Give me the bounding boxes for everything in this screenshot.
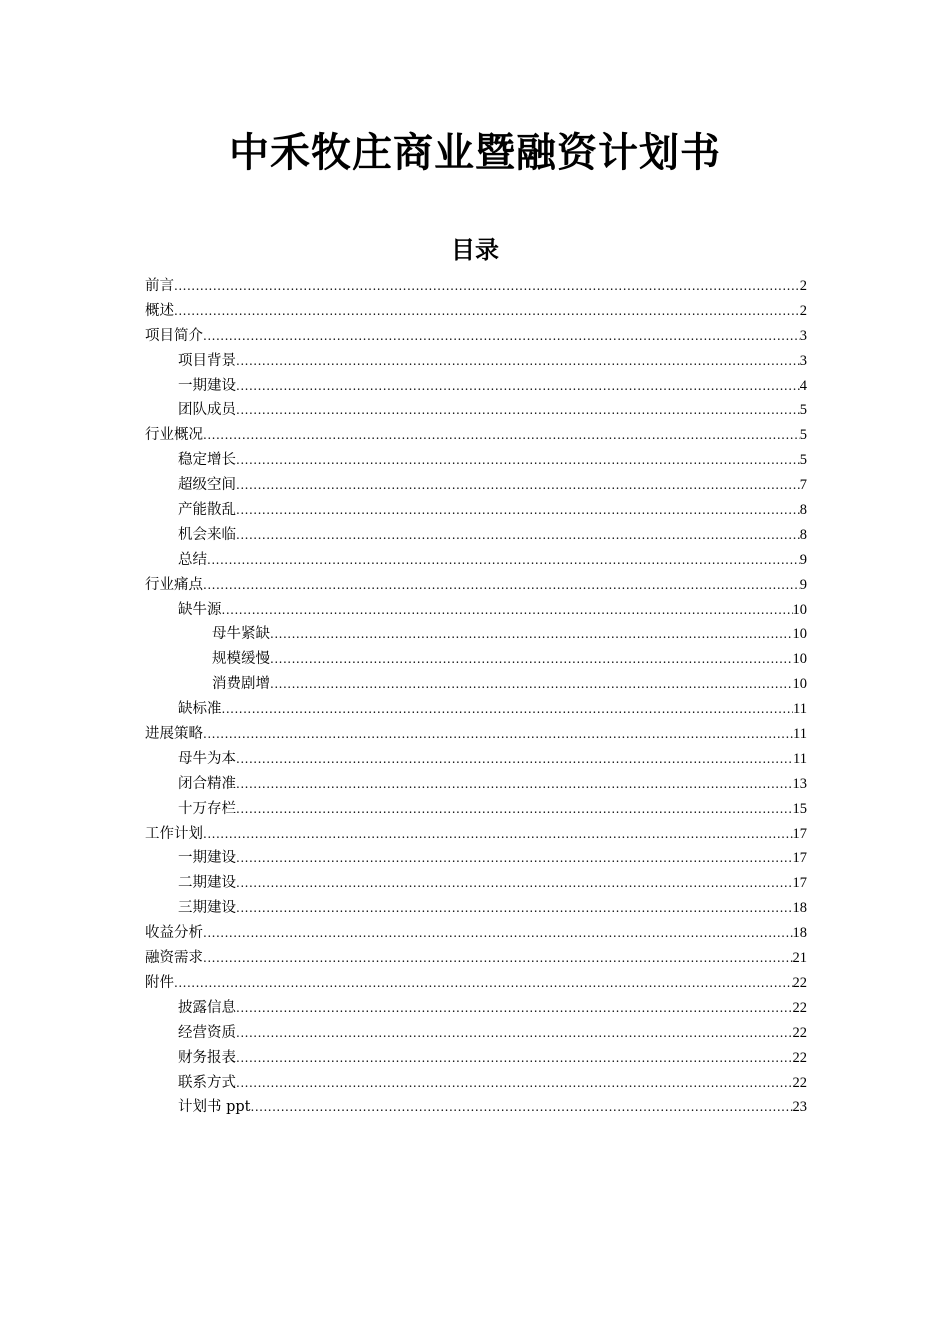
toc-entry-title: 消费剧增 [212, 676, 270, 693]
toc-dot-leader [251, 1095, 793, 1120]
toc-dot-leader [236, 797, 793, 822]
toc-page-number: 22 [792, 1074, 807, 1091]
toc-entry[interactable] [145, 846, 807, 871]
toc-entry-title: 财务报表 [178, 1049, 236, 1066]
toc-entry-title: 项目背景 [178, 352, 236, 369]
toc-page-number: 7 [799, 477, 807, 494]
toc-heading: 目录 [451, 235, 499, 264]
toc-page-number: 22 [792, 1024, 807, 1041]
toc-page-number: 22 [792, 974, 807, 991]
toc-entry[interactable] [145, 622, 807, 647]
toc-entry[interactable] [145, 374, 807, 399]
toc-page-number: 22 [792, 999, 807, 1016]
toc-dot-leader [236, 772, 793, 797]
toc-page-number: 8 [799, 502, 807, 519]
toc-page-number: 17 [792, 875, 807, 892]
toc-dot-leader [203, 324, 800, 349]
toc-entry-title: 稳定增长 [178, 452, 236, 469]
toc-dot-leader [203, 946, 793, 971]
toc-entry-title: 闭合精准 [178, 775, 236, 792]
toc-page-number: 10 [792, 626, 807, 643]
toc-entry-title: 行业概况 [145, 427, 203, 444]
toc-entry[interactable] [145, 722, 807, 747]
toc-entry[interactable] [145, 423, 807, 448]
toc-entry-title: 机会来临 [178, 526, 236, 543]
toc-dot-leader [236, 747, 793, 772]
toc-page-number: 5 [799, 402, 807, 419]
toc-entry[interactable] [145, 1021, 807, 1046]
toc-dot-leader [174, 274, 800, 299]
toc-entry-title: 经营资质 [178, 1024, 236, 1041]
toc-entry[interactable] [145, 672, 807, 697]
toc-dot-leader [236, 996, 793, 1021]
toc-entry-title: 概述 [145, 302, 174, 319]
toc-page-number: 5 [799, 427, 807, 444]
toc-entry[interactable] [145, 598, 807, 623]
toc-entry-title: 进展策略 [145, 726, 203, 743]
toc-entry[interactable] [145, 871, 807, 896]
toc-dot-leader [236, 1021, 793, 1046]
toc-dot-leader [174, 971, 793, 996]
toc-dot-leader [236, 523, 800, 548]
toc-dot-leader [236, 1046, 793, 1071]
toc-dot-leader [174, 299, 800, 324]
toc-dot-leader [236, 896, 793, 921]
toc-entry[interactable] [145, 573, 807, 598]
toc-entry-title: 缺标准 [178, 701, 222, 718]
toc-entry[interactable] [145, 797, 807, 822]
toc-dot-leader [207, 548, 800, 573]
toc-page-number: 21 [792, 950, 807, 967]
toc-page-number: 18 [792, 900, 807, 917]
toc-page-number: 10 [792, 651, 807, 668]
toc-page-number: 9 [799, 576, 807, 593]
toc-page-number: 2 [799, 302, 807, 319]
toc-entry-title: 附件 [145, 974, 174, 991]
toc-entry-title: 总结 [178, 551, 207, 568]
toc-entry-title: 计划书 ppt [178, 1099, 251, 1116]
toc-dot-leader [236, 871, 793, 896]
toc-dot-leader [236, 473, 800, 498]
toc-page-number: 23 [792, 1099, 807, 1116]
toc-entry[interactable] [145, 299, 807, 324]
toc-entry-title: 一期建设 [178, 850, 236, 867]
toc-dot-leader [236, 398, 800, 423]
toc-dot-leader [203, 921, 793, 946]
toc-entry[interactable] [145, 747, 807, 772]
toc-entry-title: 前言 [145, 278, 174, 294]
toc-page-number: 10 [792, 676, 807, 693]
toc-entry[interactable] [145, 473, 807, 498]
toc-entry-title: 联系方式 [178, 1074, 236, 1091]
toc-entry[interactable] [145, 1071, 807, 1096]
toc-entry-title: 收益分析 [145, 925, 203, 942]
toc-entry-title: 工作计划 [145, 825, 203, 842]
toc-entry-title: 产能散乱 [178, 502, 236, 519]
toc-entry[interactable] [145, 772, 807, 797]
toc-dot-leader [270, 672, 793, 697]
toc-entry-title: 二期建设 [178, 875, 236, 892]
toc-entry[interactable] [145, 921, 807, 946]
toc-entry[interactable] [145, 324, 807, 349]
toc-page-number: 8 [799, 526, 807, 543]
toc-entry[interactable] [145, 498, 807, 523]
toc-entry-title: 超级空间 [178, 477, 236, 494]
toc-page-number: 17 [792, 825, 807, 842]
toc-entry[interactable] [145, 548, 807, 573]
toc-dot-leader [203, 423, 800, 448]
toc-entry[interactable] [145, 349, 807, 374]
toc-dot-leader [236, 448, 800, 473]
toc-entry[interactable] [145, 996, 807, 1021]
toc-entry-title: 规模缓慢 [212, 651, 270, 668]
document-title: 中禾牧庄商业暨融资计划书 [229, 129, 721, 176]
toc-page-number: 9 [799, 551, 807, 568]
toc-dot-leader [236, 1071, 793, 1096]
toc-entry[interactable] [145, 647, 807, 672]
toc-page-number: 2 [799, 278, 807, 294]
toc-page-number: 3 [799, 327, 807, 344]
toc-page-number: 4 [799, 377, 807, 394]
toc-entry[interactable] [145, 697, 807, 722]
toc-entry[interactable] [145, 1095, 807, 1120]
toc-entry-title: 母牛紧缺 [212, 626, 270, 643]
toc-dot-leader [222, 598, 793, 623]
toc-dot-leader [270, 622, 793, 647]
toc-entry-title: 缺牛源 [178, 601, 222, 618]
toc-entry-title: 披露信息 [178, 999, 236, 1016]
toc-page-number: 13 [792, 775, 807, 792]
toc-page-number: 10 [792, 601, 807, 618]
toc-entry-title: 团队成员 [178, 402, 236, 419]
toc-entry[interactable] [145, 1046, 807, 1071]
toc-entry-title: 母牛为本 [178, 750, 236, 767]
toc-page-number: 15 [792, 800, 807, 817]
toc-dot-leader [236, 349, 800, 374]
toc-page-number: 17 [792, 850, 807, 867]
toc-entry[interactable] [145, 946, 807, 971]
toc-dot-leader [236, 498, 800, 523]
toc-entry-title: 融资需求 [145, 950, 203, 967]
toc-dot-leader [203, 573, 800, 598]
toc-dot-leader [270, 647, 793, 672]
toc-entry-title: 十万存栏 [178, 800, 236, 817]
toc-entry-title: 一期建设 [178, 377, 236, 394]
toc-page-number: 5 [799, 452, 807, 469]
toc-page-number: 11 [793, 750, 807, 767]
toc-entry-title: 项目简介 [145, 327, 203, 344]
table-of-contents [145, 274, 807, 1120]
toc-page-number: 18 [792, 925, 807, 942]
toc-entry-title: 行业痛点 [145, 576, 203, 593]
toc-dot-leader [203, 722, 793, 747]
toc-entry[interactable] [145, 448, 807, 473]
toc-entry-title: 三期建设 [178, 900, 236, 917]
toc-dot-leader [236, 374, 800, 399]
toc-page-number: 22 [792, 1049, 807, 1066]
toc-page-number: 11 [793, 726, 807, 743]
toc-dot-leader [236, 846, 793, 871]
toc-entry[interactable] [145, 896, 807, 921]
toc-entry[interactable] [145, 523, 807, 548]
toc-page-number: 11 [793, 701, 807, 718]
toc-entry[interactable] [145, 822, 807, 847]
toc-entry[interactable] [145, 274, 807, 299]
toc-page-number: 3 [799, 352, 807, 369]
toc-dot-leader [203, 822, 793, 847]
toc-entry[interactable] [145, 398, 807, 423]
toc-dot-leader [222, 697, 794, 722]
toc-entry[interactable] [145, 971, 807, 996]
